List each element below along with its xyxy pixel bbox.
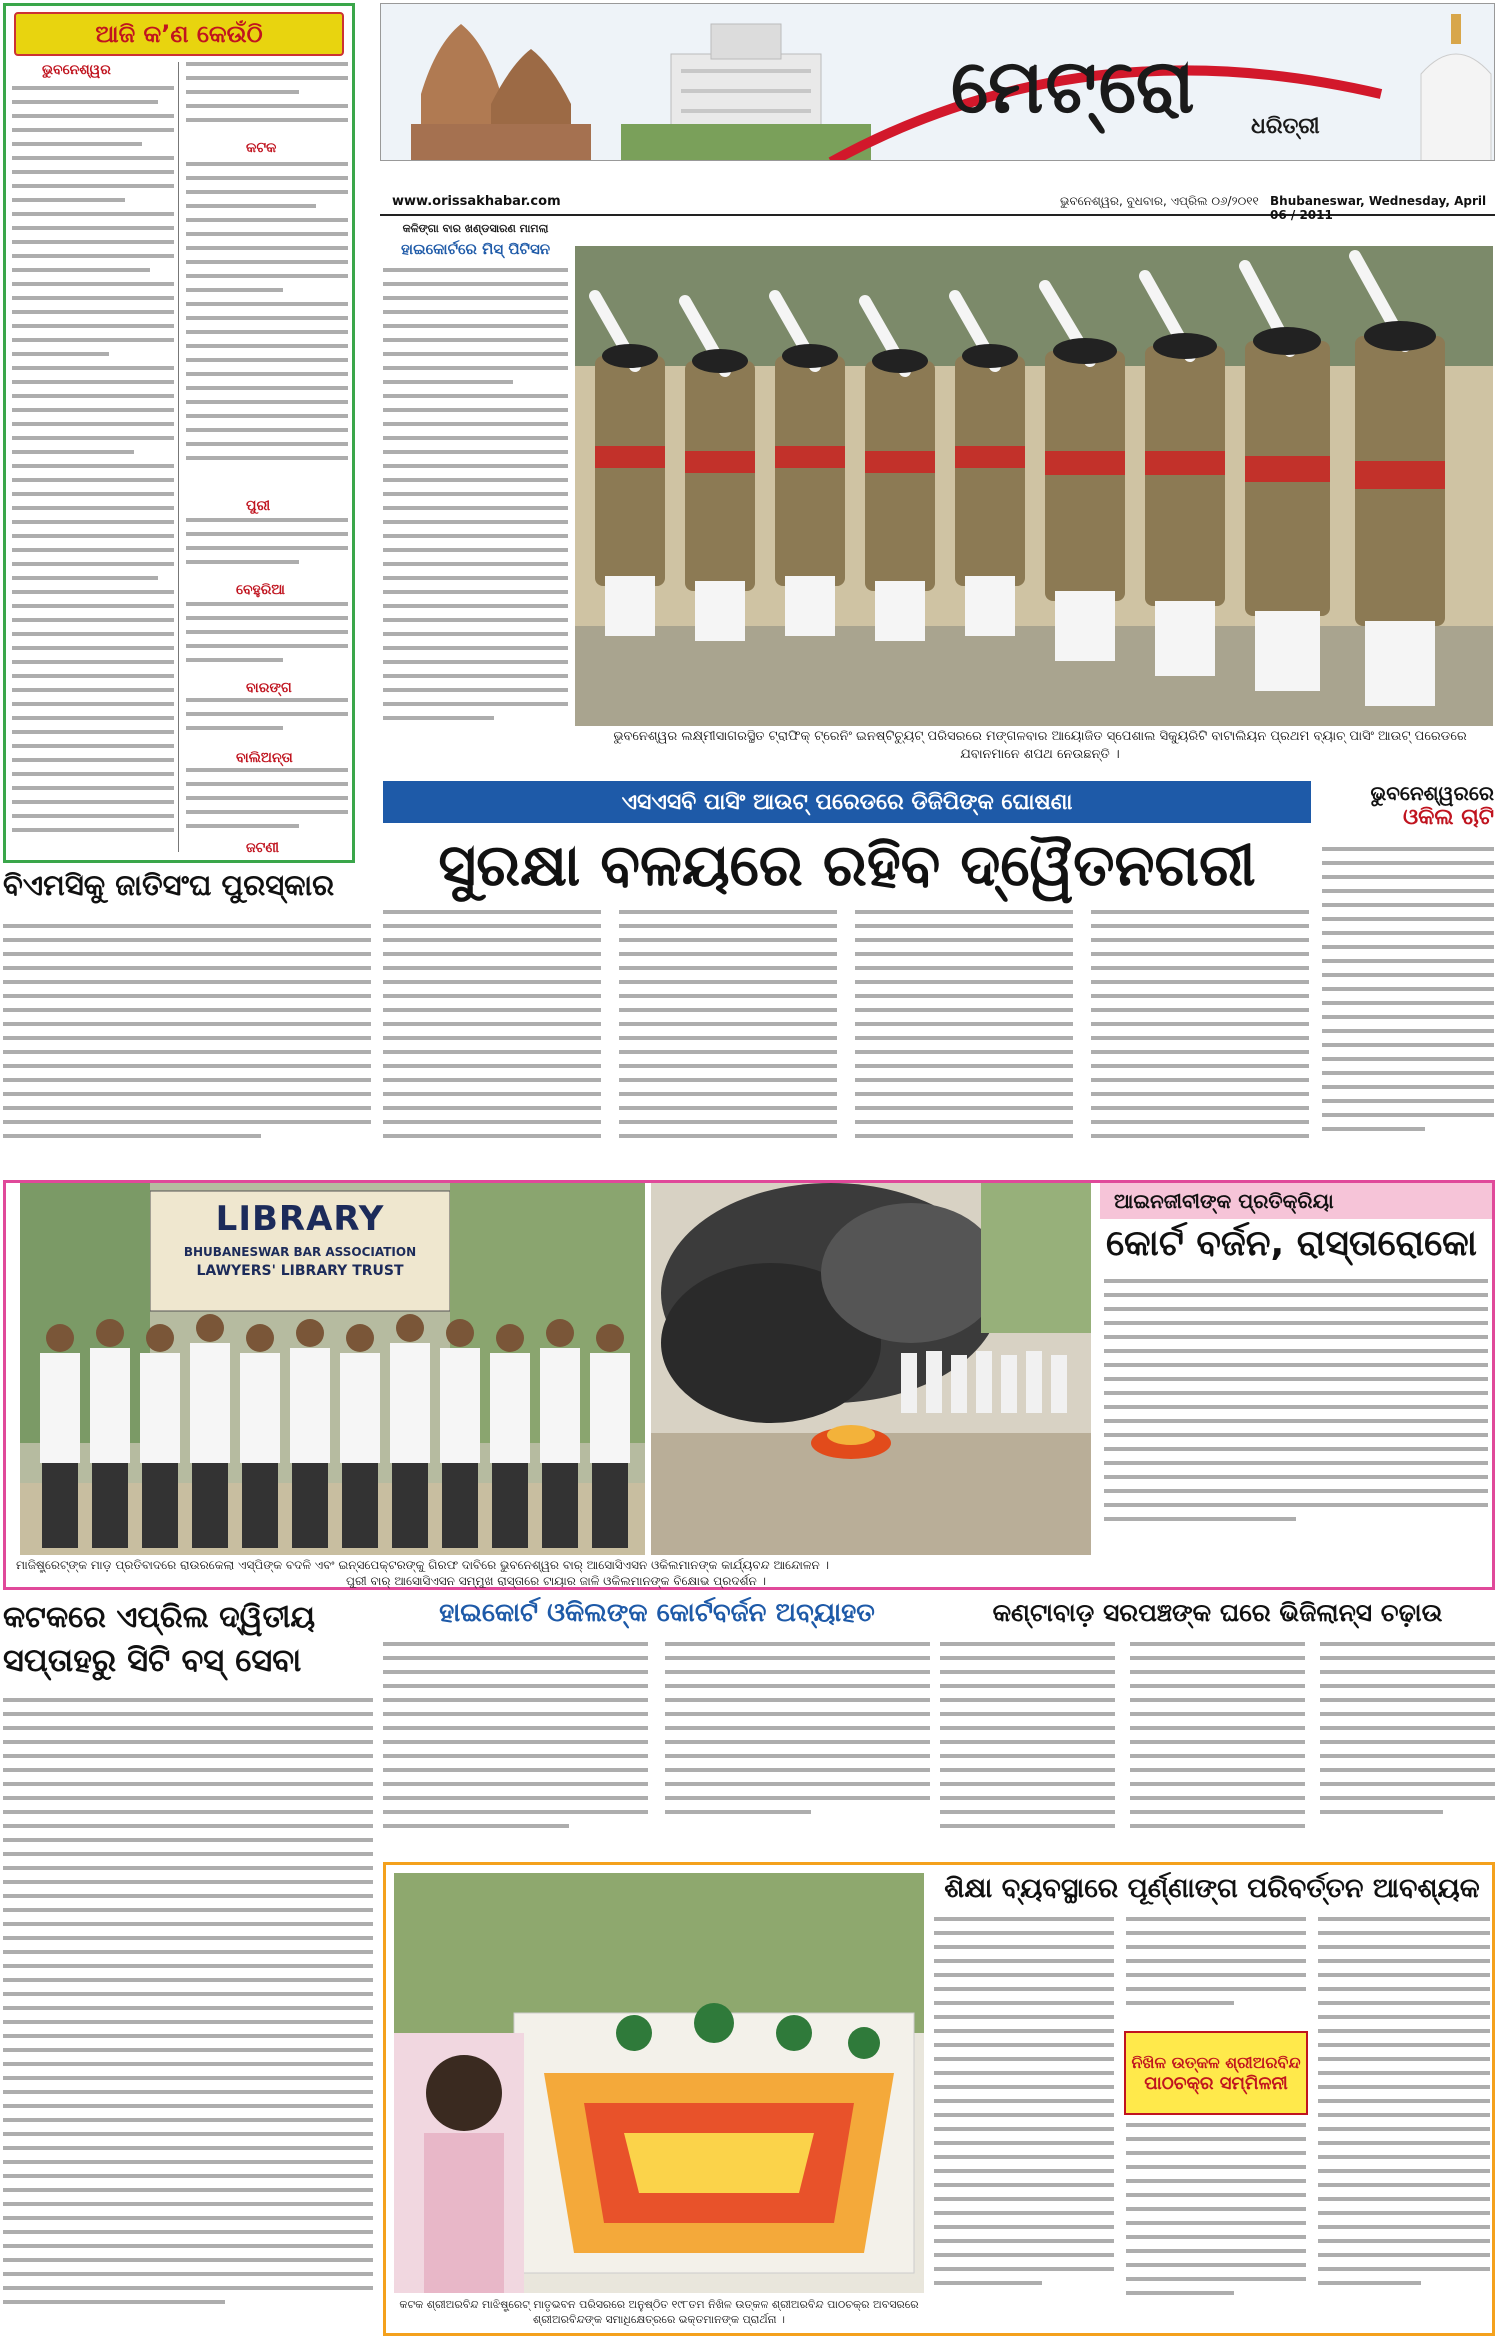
masthead-skyline-image [381, 4, 1495, 161]
education-box-text-1: ନିଖିଳ ଉତ୍କଳ ଶ୍ରୀଅରବିନ୍ଦ [1131, 2052, 1301, 2072]
hc-boycott-headline: ହାଇକୋର୍ଟ ଓକିଲଙ୍କ କୋର୍ଟବର୍ଜନ ଅବ୍ୟାହତ [439, 1598, 875, 1628]
lawyers-photo-caption-2: ପୁରୀ ବାର୍ ଆସୋସିଏସନ ସମ୍ମୁଖ ରାସ୍ତାରେ ଟାୟାର ଜାଳି ଓକିଲମାନଙ୍କ ବିକ୍ଷୋଭ ପ୍ରଦର୍ଶନ । [346, 1574, 766, 1588]
story-hc-kicker: କଳିଙ୍ଗା ବାର ଖଣ୍ଡସାରଣ ମାମଲା [402, 222, 549, 235]
library-sign-line-2: BHUBANESWAR BAR ASSOCIATION [183, 1245, 417, 1259]
bms-body [3, 924, 371, 1174]
events-city-puri: ପୁରୀ [246, 498, 271, 514]
lawyers-label: ଆଇନଜୀବୀଙ୍କ ପ୍ରତିକ୍ରିୟା [1114, 1189, 1334, 1213]
events-box-title [14, 12, 344, 56]
events-box [3, 3, 355, 863]
lead-headline: ସୁରକ୍ଷା ବଳୟରେ ରହିବ ଦ୍ୱୈତନଗରୀ [438, 831, 1256, 899]
events-city-barang: ବାରଙ୍ଗ [246, 680, 292, 696]
side-story [1322, 781, 1494, 1181]
library-sign-line-3: LAWYERS' LIBRARY TRUST [196, 1263, 404, 1279]
dateline-english: Bhubaneswar, Wednesday, April 06 / 2011 [1270, 194, 1487, 222]
vigilance-headline: କଣ୍ଟାବାଡ଼ ସରପଞ୍ଚଙ୍କ ଘରେ ଭିଜିଲାନ୍ସ ଚଢ଼ାଉ [992, 1598, 1443, 1627]
lawyers-label-bar [1100, 1183, 1492, 1219]
side-story-body [1322, 847, 1494, 1177]
events-col-left [12, 62, 174, 857]
events-city-behuria: ବେହୁରିଆ [236, 582, 285, 598]
parade-photo-frame [575, 246, 1493, 726]
parade-photo-caption: ଭୁବନେଶ୍ୱର ଲକ୍ଷ୍ମୀସାଗରସ୍ଥିତ ଟ୍ରାଫିକ୍ ଟ୍ରେନିଂ ଇନଷ୍ଟିଚ୍ୟୁଟ୍ ପରିସରରେ ମଙ୍ଗଳବାର ଆୟୋଜିତ ସ୍ପେଶାଲ ସିକ୍ୟୁରିଟି ବାଟାଲିୟନ ପ୍ରଥମ ବ୍ୟାଚ୍ ପାସିଂ ଆଉଟ୍ ପରେଡରେ ଯବାନମାନେ ଶପଥ ନେଉଛନ୍ତି । [613, 729, 1467, 762]
library-photo [20, 1183, 645, 1555]
city-bus-body [3, 1698, 373, 2334]
lead-body [383, 910, 1311, 1180]
education-body-col-1 [934, 1917, 1114, 2327]
city-bus-story [3, 1598, 373, 2336]
events-city-balianta: ବାଲିଅନ୍ତା [236, 750, 293, 766]
events-box-title-text: ଆଜି କ’ଣ କେଉଁଠି [95, 20, 263, 48]
events-listing-left [12, 86, 174, 857]
library-sign-title: LIBRARY [215, 1199, 385, 1239]
education-box-text-2: ପାଠଚକ୍ର ସମ୍ମିଳନୀ [1144, 2072, 1288, 2094]
events-city-cuttack: କଟକ [246, 140, 277, 156]
lawyers-headline: କୋର୍ଟ ବର୍ଜନ, ରାସ୍ତାରୋକୋ [1106, 1223, 1477, 1264]
samadhi-photo [394, 1873, 924, 2293]
education-headline: ଶିକ୍ଷା ବ୍ୟବସ୍ଥାରେ ପୂର୍ଣ୍ଣାଙ୍ଗ ପରିବର୍ତ୍ତନ ଆବଶ୍ୟକ [944, 1873, 1480, 1904]
education-highlight-box [1124, 2031, 1308, 2115]
dateline-odia: ଭୁବନେଶ୍ୱର, ବୁଧବାର, ଏପ୍ରିଲ ୦୬/୨୦୧୧ [1060, 194, 1259, 208]
masthead [380, 3, 1495, 161]
events-city-jatni: ଜଟଣୀ [246, 840, 280, 856]
city-bus-headline-1: କଟକରେ ଏପ୍ରିଲ ଦ୍ୱିତୀୟ [3, 1600, 316, 1635]
side-story-headline-2: ଓକିଲ ଚାଟି [1403, 805, 1494, 830]
lead-kicker-bar [383, 781, 1311, 823]
events-col-right [186, 62, 348, 857]
parade-photo [575, 246, 1493, 726]
bms-headline: ବିଏମସିକୁ ଜାତିସଂଘ ପୁରସ୍କାର [3, 868, 335, 902]
lawyers-block [3, 1180, 1495, 1590]
vigilance-story [940, 1598, 1495, 1858]
side-story-headline-1: ଭୁବନେଶ୍ୱରରେ [1370, 781, 1494, 805]
story-hc-petition [383, 222, 568, 770]
events-city-bhubaneswar: ଭୁବନେଶ୍ୱର [42, 62, 111, 78]
dateline-bar [380, 192, 1495, 222]
story-hc-headline: ହାଇକୋର୍ଟରେ ମିସ୍ ପିଟିସନ [400, 240, 551, 258]
hc-boycott-story [383, 1598, 931, 1858]
city-bus-headline-2: ସପ୍ତାହରୁ ସିଟି ବସ୍ ସେବା [3, 1641, 302, 1679]
education-block [383, 1862, 1495, 2336]
lead-kicker: ଏସଏସବି ପାସିଂ ଆଉଟ୍ ପରେଡରେ ଡିଜିପିଙ୍କ ଘୋଷଣା [621, 789, 1073, 815]
samadhi-photo-caption: କଟକ ଶ୍ରୀଅରବିନ୍ଦ ମାଝିଷ୍ଟ୍ରେଟ୍ ମାତୃଭବନ ପରିସରରେ ଅନୁଷ୍ଠିତ ୧୯୮ତମ ନିଖିଳ ଉତ୍କଳ ଶ୍ରୀଅରବିନ୍ଦ ପାଠଚକ୍ର ଅବସରରେ ଶ୍ରୀଅରବିନ୍ଦଙ୍କ ସମାଧିକ୍ଷେତ୍ରରେ ଭକ୍ତମାନଙ୍କ ପ୍ରାର୍ଥନା । [399, 2298, 919, 2326]
masthead-paper-name: ମେଟ୍ରୋ [951, 44, 1197, 130]
education-body-col-3 [1318, 1917, 1490, 2327]
tyre-burning-photo [651, 1183, 1091, 1555]
lawyers-photo-caption-1: ମାଜିଷ୍ଟ୍ରେଟ୍ଙ୍କ ମାଡ଼ ପ୍ରତିବାଦରେ ରାଉରକେଲା ଏସ୍ପିଙ୍କ ବଦଳି ଏବଂ ଇନ୍ସପେକ୍ଟରଙ୍କୁ ଗିରଫ ଦାବିରେ ଭୁବନେଶ୍ୱର ବାର୍ ଆସୋସିଏସନ ଓକିଲମାନଙ୍କ କାର୍ଯ୍ୟବନ୍ଦ ଆନ୍ଦୋଳନ । [16, 1558, 830, 1572]
website-url[interactable]: www.orissakhabar.com [392, 194, 561, 209]
lawyers-body [1104, 1279, 1488, 1555]
masthead-paper-sub: ଧରିତ୍ରୀ [1251, 114, 1320, 139]
bms-story [3, 868, 371, 1180]
story-hc-body [383, 268, 568, 768]
